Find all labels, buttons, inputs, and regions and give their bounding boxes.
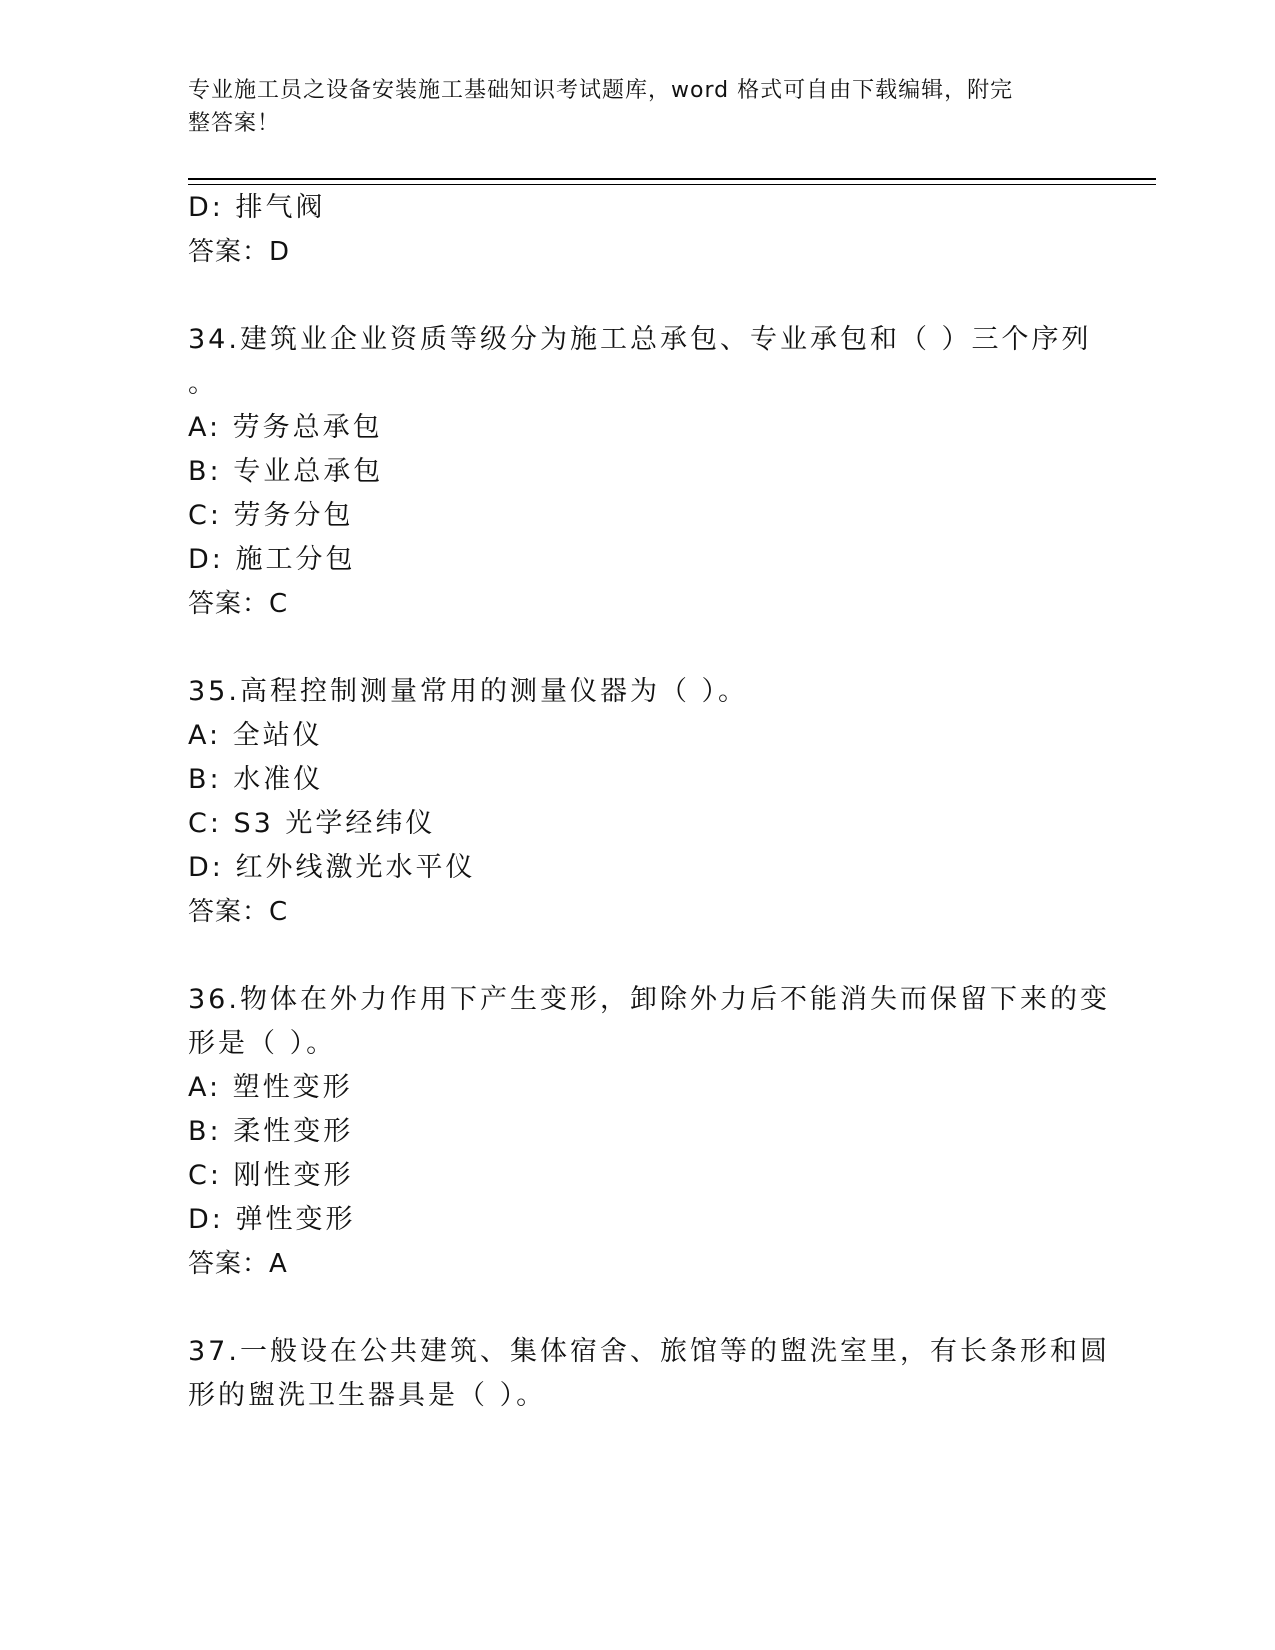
option-d: D: 排气阀 <box>188 192 326 223</box>
header-divider-thick <box>188 178 1156 180</box>
question-36-option-d: D: 弹性变形 <box>188 1204 356 1235</box>
question-34-answer: 答案：C <box>188 589 289 619</box>
question-34-option-a: A: 劳务总承包 <box>188 412 383 443</box>
question-35-answer: 答案：C <box>188 897 289 927</box>
question-35-text: 35.高程控制测量常用的测量仪器为（ ）。 <box>188 676 749 707</box>
question-36-text-cont: 形是（ ）。 <box>188 1028 337 1059</box>
question-34-text-cont: 。 <box>188 368 218 399</box>
question-34-option-c: C: 劳务分包 <box>188 500 354 531</box>
header-line-2: 整答案！ <box>188 111 281 136</box>
question-36-option-c: C: 刚性变形 <box>188 1160 354 1191</box>
question-35-option-c: C: S3 光学经纬仪 <box>188 808 436 839</box>
question-34-option-d: D: 施工分包 <box>188 544 356 575</box>
question-36-option-b: B: 柔性变形 <box>188 1116 354 1147</box>
question-36-text: 36.物体在外力作用下产生变形，卸除外力后不能消失而保留下来的变 <box>188 984 1110 1015</box>
header-divider-thin <box>188 184 1156 185</box>
header-line-1: 专业施工员之设备安装施工基础知识考试题库，word 格式可自由下载编辑，附完 <box>188 78 1014 103</box>
question-35-option-b: B: 水准仪 <box>188 764 324 795</box>
document-header <box>188 74 1088 140</box>
question-37-text: 37.一般设在公共建筑、集体宿舍、旅馆等的盥洗室里，有长条形和圆 <box>188 1336 1110 1367</box>
question-35-option-d: D: 红外线激光水平仪 <box>188 852 476 883</box>
question-36-option-a: A: 塑性变形 <box>188 1072 353 1103</box>
question-35-option-a: A: 全站仪 <box>188 720 323 751</box>
answer-line: 答案：D <box>188 237 291 267</box>
question-34-text: 34.建筑业企业资质等级分为施工总承包、专业承包和（ ）三个序列 <box>188 324 1092 355</box>
question-34-option-b: B: 专业总承包 <box>188 456 384 487</box>
question-37-text-cont: 形的盥洗卫生器具是（ ）。 <box>188 1380 547 1411</box>
question-36-answer: 答案：A <box>188 1249 288 1279</box>
